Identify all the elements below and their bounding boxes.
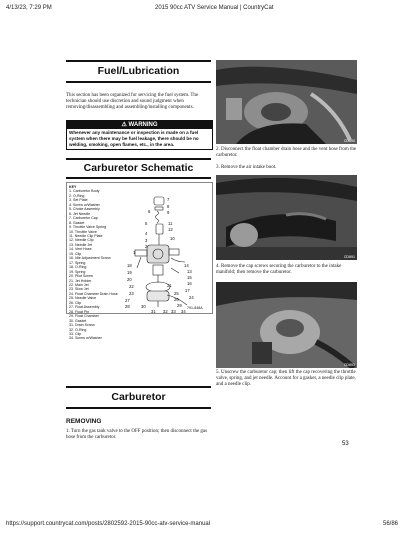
part-callout: 11 — [168, 221, 173, 226]
key-item: 23. Slow Jet — [69, 287, 89, 292]
key-item: 17. Spring — [69, 260, 86, 265]
part-callout: 15 — [187, 275, 192, 280]
section-title-carburetor: Carburetor — [111, 391, 166, 403]
key-item: 26. Clip — [69, 300, 82, 305]
key-item: 18. O-Ring — [69, 265, 87, 270]
part-callout: 27 — [125, 298, 130, 303]
key-item: 34. Screw w/Washer — [69, 336, 102, 341]
key-item: 7. Carburetor Cap — [69, 216, 98, 221]
warning-text: Whenever any maintenance or inspection is made on a fuel system when there may be fuel leakage, there should be no welding, smoking, open flames, etc., in the area. — [69, 130, 199, 147]
carburetor-schematic-figure — [66, 182, 213, 341]
key-item: 28. Float Pin — [69, 309, 90, 314]
part-callout: 2 — [145, 244, 148, 249]
part-callout: 3 — [145, 238, 148, 243]
print-datetime: 4/13/23, 7:29 PM — [6, 5, 52, 11]
key-item: 10. Throttle Valve — [69, 229, 97, 234]
key-item: 3. Set Plate — [69, 198, 88, 203]
part-callout: 20 — [127, 277, 132, 282]
part-callout: 25 — [174, 291, 179, 296]
print-page-count: 56/86 — [383, 521, 399, 527]
key-item: 15. Clip — [69, 251, 82, 256]
warning-triangle-icon: ⚠ — [121, 122, 127, 128]
photo-float-chamber-hoses — [216, 60, 357, 144]
key-item: 2. O-Ring — [69, 193, 85, 198]
key-item: 12. Needle Clip — [69, 238, 94, 243]
warning-label: WARNING — [128, 122, 158, 128]
photo-carburetor-cap — [216, 282, 357, 368]
part-callout: 26 — [174, 297, 179, 302]
part-callout: 9 — [167, 210, 170, 215]
key-item: 5. Choke Assembly — [69, 207, 100, 212]
key-item: 27. Float Assembly — [69, 305, 100, 310]
part-callout: 6 — [148, 209, 151, 214]
step-4-text: 4. Remove the cap screws securing the carburetor to the intake manifold; then remove the carburetor. — [216, 264, 342, 275]
section-divider — [66, 60, 211, 62]
part-callout: 30 — [141, 304, 146, 309]
key-item: 6. Jet Needle — [69, 211, 91, 216]
part-callout: 18 — [127, 263, 132, 268]
subheading-removing: REMOVING — [66, 418, 102, 425]
part-callout: 19 — [127, 270, 132, 275]
part-callout: 16 — [187, 281, 192, 286]
key-item: 16. Idle Adjustment Screw — [69, 256, 111, 261]
part-callout: 31 — [151, 309, 156, 314]
key-item: 11. Needle Clip Plate — [69, 233, 103, 238]
key-item: 25. Needle Valve — [69, 296, 97, 301]
key-item: 31. Drain Screw — [69, 323, 95, 328]
print-page-title: 2015 90cc ATV Service Manual | CountryCat — [155, 5, 274, 11]
part-callout: 23 — [129, 291, 134, 296]
step-3-text: 3. Remove the air intake boot. — [216, 165, 277, 170]
figure-reference: 791-848A — [187, 306, 203, 310]
key-item: 24. Float Chamber Drain Hose — [69, 291, 118, 296]
page-number: 53 — [342, 441, 349, 447]
part-callout: 28 — [125, 304, 130, 309]
section-divider — [66, 386, 211, 388]
key-item: 30. Gasket — [69, 318, 87, 323]
section-title-schematic: Carburetor Schematic — [83, 162, 194, 174]
key-item: 32. O-Ring — [69, 327, 87, 332]
print-url: https://support.countrycat.com/posts/2802592-2015-90cc-atv-service-manual — [6, 521, 211, 527]
step-1-text: 1. Turn the gas tank valve to the OFF position; then disconnect the gas hose from the carburetor. — [66, 429, 208, 440]
part-callout: 17 — [185, 288, 190, 293]
part-callout: 14 — [184, 263, 189, 268]
key-item: 14. Vent Hose — [69, 247, 92, 252]
carburetor-exploded-drawing — [67, 183, 212, 313]
key-item: 21. Jet Holder — [69, 278, 92, 283]
part-callout: 8 — [167, 204, 170, 209]
part-callout: 22 — [129, 284, 134, 289]
photo-air-intake-boot — [216, 175, 357, 260]
key-item: 19. Spring — [69, 269, 86, 274]
key-item: 33. Clip — [69, 331, 82, 336]
part-callout: 5 — [145, 221, 148, 226]
step-2-text: 2. Disconnect the float chamber drain hose and the vent hose from the carburetor. — [216, 147, 357, 158]
key-title: KEY — [69, 185, 77, 189]
photo-ref-2: CD891 — [343, 255, 355, 259]
photo-ref-1: CD890 — [343, 139, 355, 143]
key-item: 8. Gasket — [69, 220, 85, 225]
part-callout: 7 — [167, 197, 170, 202]
section-divider — [66, 81, 211, 83]
key-item: 20. Pilot Screw — [69, 274, 93, 279]
part-callout: 33 — [171, 309, 176, 314]
fuel-intro-text: This section has been organized for servicing the fuel system. The technician should use discretion and sound judgment when removing/disassembling and assembling/installing components. — [66, 93, 199, 110]
key-item: 4. Screw w/Washer — [69, 202, 100, 207]
key-item: 1. Carburetor Body — [69, 189, 100, 194]
part-callout: 4 — [145, 231, 148, 236]
key-item: 29. Float Chamber — [69, 314, 99, 319]
section-title-fuel: Fuel/Lubrication — [97, 65, 180, 77]
part-callout: 12 — [168, 227, 173, 232]
step-5-text: 5. Unscrew the carburetor cap; then lift the cap recovering the throttle valve, spring, and jet needle. Account for a gasket, a needle clip plate, and a needle clip. — [216, 370, 356, 387]
warning-header — [67, 121, 212, 129]
part-callout: 32 — [163, 309, 168, 314]
part-callout: 13 — [187, 269, 192, 274]
key-item: 22. Main Jet — [69, 282, 89, 287]
part-callout: 10 — [170, 236, 175, 241]
part-callout: 21 — [167, 283, 172, 288]
key-item: 9. Throttle Valve Spring — [69, 225, 107, 230]
part-callout: 29 — [177, 303, 182, 308]
part-callout: 1 — [133, 250, 136, 255]
warning-box — [66, 120, 213, 150]
section-divider — [66, 407, 211, 409]
part-callout: 24 — [189, 295, 194, 300]
section-divider — [66, 158, 211, 160]
part-callout: 34 — [181, 309, 186, 314]
photo-ref-3: CD893 — [343, 363, 355, 367]
section-divider — [66, 177, 211, 179]
key-item: 13. Needle Jet — [69, 242, 93, 247]
